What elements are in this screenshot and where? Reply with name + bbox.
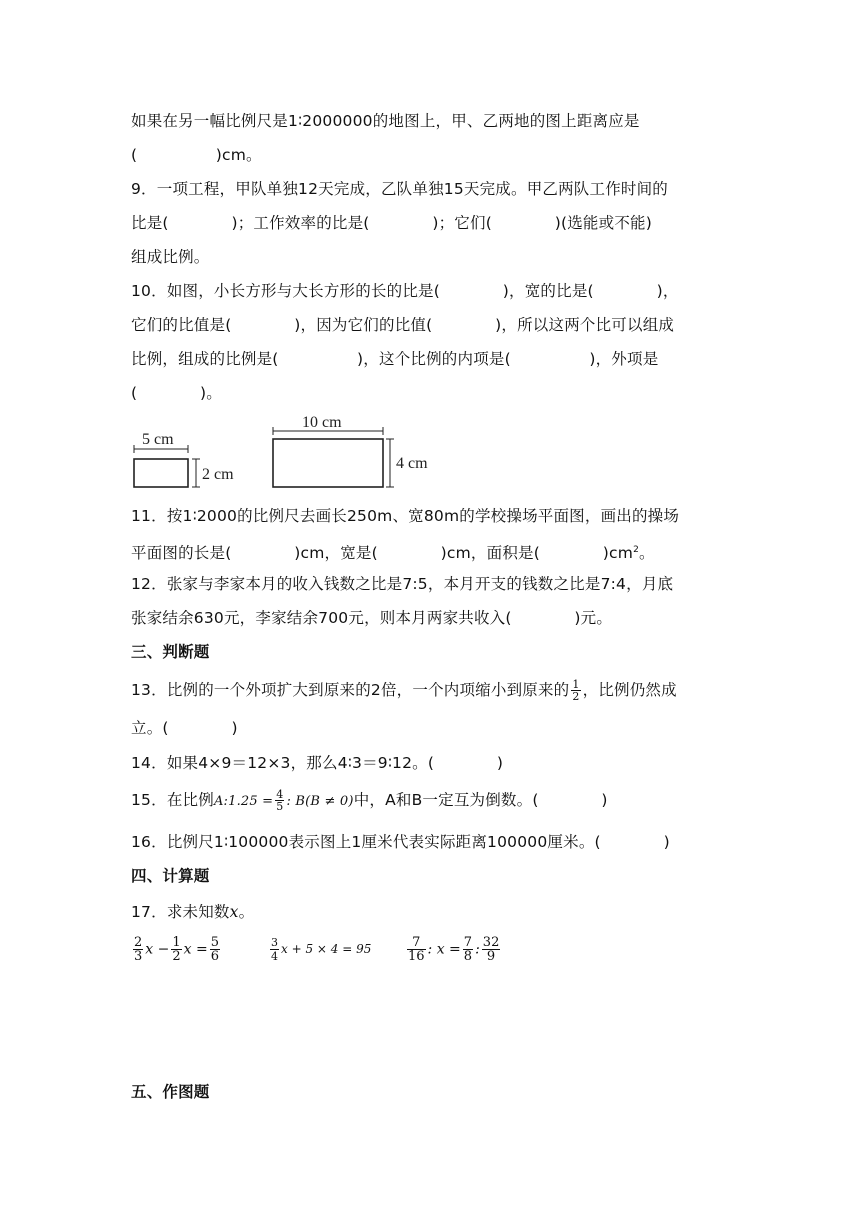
fraction-one-half [571,679,580,702]
eq1-term: x − [145,941,170,958]
q15-text-end: 中，A和B一定互为倒数。( ) [353,791,608,809]
q15-text: 15．在比例 [131,791,214,809]
numerator: 2 [134,935,143,950]
eq3-term: : x = [427,941,461,958]
small-width-label: 2 cm [202,466,234,483]
large-length-label: 10 cm [302,414,342,431]
q17-line [131,902,254,922]
fraction-denominator: 5 [276,800,284,813]
denominator: 16 [408,949,425,964]
q16-line: 16．比例尺1∶100000表示图上1厘米代表实际距离100000厘米。( ) [131,833,670,851]
section-4-heading: 四、计算题 [131,867,210,885]
frac-32-9 [482,936,501,963]
denominator: 8 [463,949,473,964]
numerator: 7 [407,936,426,950]
section-3-heading: 三、判断题 [131,643,210,661]
large-rectangle [273,439,383,487]
q14-line: 14．如果4×9＝12×3，那么4∶3＝9∶12。( ) [131,754,504,772]
q17-text-end: 。 [238,903,255,921]
q9-line-3: 组成比例。 [131,248,210,266]
frac-1-2 [171,936,181,963]
q11-line-2 [131,540,655,563]
rectangles-figure [128,412,448,496]
q15-line [131,789,608,812]
q10-line-3: 比例，组成的比例是( )，这个比例的内项是( )，外项是 [131,350,659,368]
q13-line-1 [131,679,677,702]
q11-line-2-text: 平面图的长是( )cm，宽是( )cm，面积是( )cm [131,544,634,563]
frac-3-4 [270,936,279,963]
equation-3 [405,936,502,963]
q10-line-1: 10．如图，小长方形与大长方形的长的比是( )，宽的比是( )， [131,282,679,300]
numerator: 3 [271,936,278,949]
small-length-label: 5 cm [142,431,174,448]
equation-2 [268,936,371,963]
denominator: 2 [172,949,181,964]
fraction-numerator: 1 [572,678,580,691]
denominator: 4 [271,950,278,963]
superscript-2: 2 [633,545,639,555]
q15-expr-right: : B(B ≠ 0) [286,794,354,809]
fraction-numerator: 4 [276,788,284,801]
denominator: 9 [486,949,496,964]
q13-line-2: 立。( ) [131,719,238,737]
frac-7-16 [407,936,426,963]
q10-line-4: ( )。 [131,384,222,402]
eq3-term: : [475,941,480,958]
fraction-denominator: 2 [572,690,580,703]
denominator: 3 [134,949,143,964]
numerator: 32 [482,935,500,950]
variable-x: x [229,903,239,921]
q9-line-1: 9．一项工程，甲队单独12天完成，乙队单独15天完成。甲乙两队工作时间的 [131,180,669,198]
q15-expr-left: A:1.25 = [213,794,274,809]
eq1-term: x = [183,941,208,958]
q10-line-2: 它们的比值是( )，因为它们的比值( )，所以这两个比可以组成 [131,316,675,334]
frac-5-6 [210,936,220,963]
numerator: 7 [463,935,473,950]
q13-text: 13．比例的一个外项扩大到原来的2倍，一个内项缩小到原来的 [131,681,570,699]
q13-text-end: ，比例仍然成 [582,681,677,699]
numerator: 1 [172,935,181,950]
q8-line-1: 如果在另一幅比例尺是1∶2000000的地图上，甲、乙两地的图上距离应是 [131,112,640,130]
q9-line-2: 比是( )；工作效率的比是( )；它们( )(选能或不能) [131,214,652,232]
eq2-term: x + 5 × 4 = 95 [281,942,372,956]
q12-line-1: 12．张家与李家本月的收入钱数之比是7:5，本月开支的钱数之比是7:4，月底 [131,575,674,593]
equation-1 [131,936,222,963]
q17-text: 17．求未知数 [131,903,230,921]
q11-line-2-end: 。 [639,544,655,563]
numerator: 5 [210,935,219,950]
fraction-four-fifths [275,789,284,812]
frac-7-8 [463,936,473,963]
large-width-label: 4 cm [396,455,428,472]
q8-line-2: ( )cm。 [131,146,262,164]
frac-2-3 [133,936,143,963]
section-5-heading: 五、作图题 [131,1083,210,1101]
small-rectangle [134,459,188,487]
q11-line-1: 11．按1∶2000的比例尺去画长250m、宽80m的学校操场平面图，画出的操场 [131,507,680,525]
q12-line-2: 张家结余630元，李家结余700元，则本月两家共收入( )元。 [131,609,613,627]
denominator: 6 [210,949,219,964]
